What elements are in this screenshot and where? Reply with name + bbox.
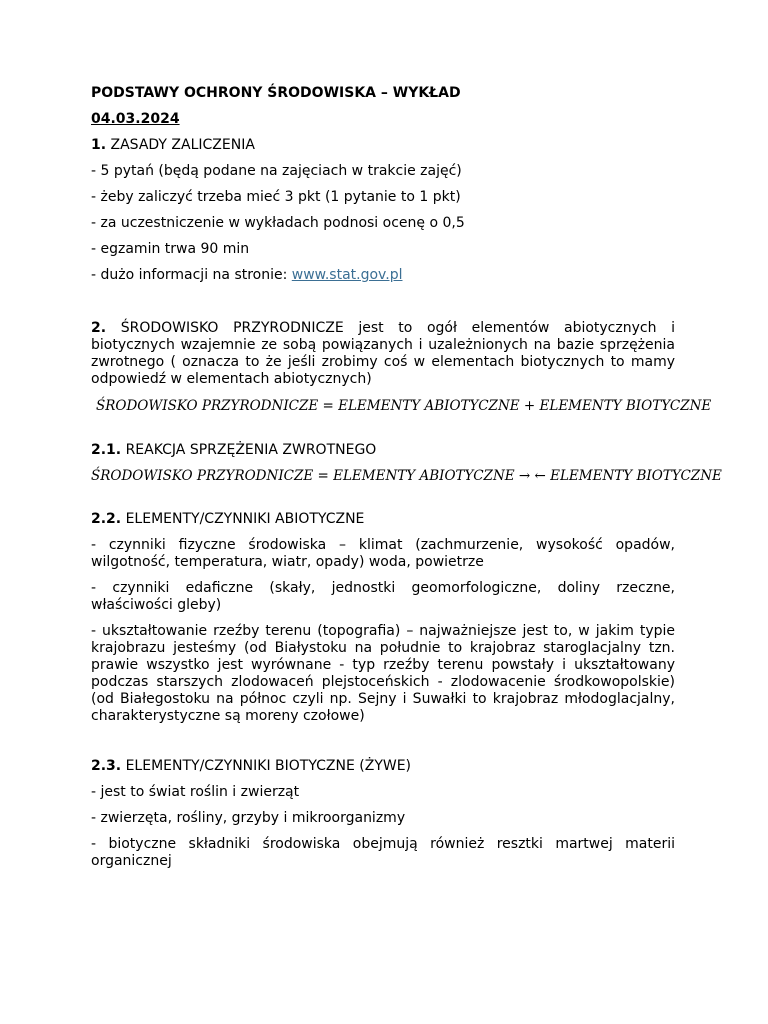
section-2-text: ŚRODOWISKO PRZYRODNICZE jest to ogół elementów abiotycznych i biotycznych wzajemnie ze sobą powiązanych i uzależnionych na bazie sprzężenia zwrotnego ( oznacza to że jeśli zrobimy coś w elementach biotycznych to mamy odpowiedź w elementach abiotycznych) — [91, 320, 675, 387]
section-1-heading — [91, 137, 675, 154]
section-number: 2.2. — [91, 511, 122, 527]
list-item: - biotyczne składniki środowiska obejmują również resztki martwej materii organicznej — [91, 836, 675, 869]
formula-feedback: ŚRODOWISKO PRZYRODNICZE = ELEMENTY ABIOTYCZNE → ← ELEMENTY BIOTYCZNE — [91, 468, 722, 484]
section-number: 2. — [91, 320, 107, 336]
section-heading-text: ELEMENTY/CZYNNIKI BIOTYCZNE (ŻYWE) — [125, 758, 412, 774]
section-2-2-heading — [91, 511, 675, 528]
list-item: - żeby zaliczyć trzeba mieć 3 pkt (1 pytanie to 1 pkt) — [91, 189, 461, 205]
info-text: - dużo informacji na stronie: — [91, 267, 292, 283]
list-item-info — [91, 267, 675, 284]
section-heading-text: ZASADY ZALICZENIA — [110, 137, 255, 153]
section-2-paragraph — [91, 320, 675, 388]
document-title: PODSTAWY OCHRONY ŚRODOWISKA – WYKŁAD — [91, 85, 461, 101]
section-number: 1. — [91, 137, 107, 153]
section-number: 2.3. — [91, 758, 122, 774]
list-item: - czynniki fizyczne środowiska – klimat (zachmurzenie, wysokość opadów, wilgotność, temperatura, wiatr, opady) woda, powietrze — [91, 537, 675, 570]
list-item: - egzamin trwa 90 min — [91, 241, 250, 257]
list-item: - czynniki edaficzne (skały, jednostki geomorfologiczne, doliny rzeczne, właściwości gleby) — [91, 580, 675, 613]
section-2-1-heading — [91, 442, 675, 459]
list-item: - jest to świat roślin i zwierząt — [91, 784, 300, 800]
section-heading-text: REAKCJA SPRZĘŻENIA ZWROTNEGO — [125, 442, 377, 458]
list-item: - ukształtowanie rzeźby terenu (topografia) – najważniejsze jest to, w jakim typie krajobrazu jesteśmy (od Białystoku na południe to krajobraz staroglacjalny tzn. prawie wszystko jest wyrównane - typ rzeźby terenu powstały i ukształtowany podczas starszych zlodowaceń plejstoceńskich - zlodowacenie środkowopolskie) (od Białegostoku na północ czyli np. Sejny i Suwałki to krajobraz młodoglacjalny, charakterystyczne są moreny czołowe) — [91, 623, 675, 724]
section-2-3-heading — [91, 758, 675, 775]
section-heading-text: ELEMENTY/CZYNNIKI ABIOTYCZNE — [125, 511, 365, 527]
formula-definition: ŚRODOWISKO PRZYRODNICZE = ELEMENTY ABIOTYCZNE + ELEMENTY BIOTYCZNE — [96, 398, 712, 414]
list-item: - za uczestniczenie w wykładach podnosi ocenę o 0,5 — [91, 215, 465, 231]
document-body — [91, 85, 722, 879]
list-item: - zwierzęta, rośliny, grzyby i mikroorganizmy — [91, 810, 406, 826]
stat-gov-link[interactable]: www.stat.gov.pl — [291, 267, 403, 283]
lecture-date: 04.03.2024 — [91, 111, 180, 127]
list-item: - 5 pytań (będą podane na zajęciach w trakcie zajęć) — [91, 163, 462, 179]
section-number: 2.1. — [91, 442, 122, 458]
